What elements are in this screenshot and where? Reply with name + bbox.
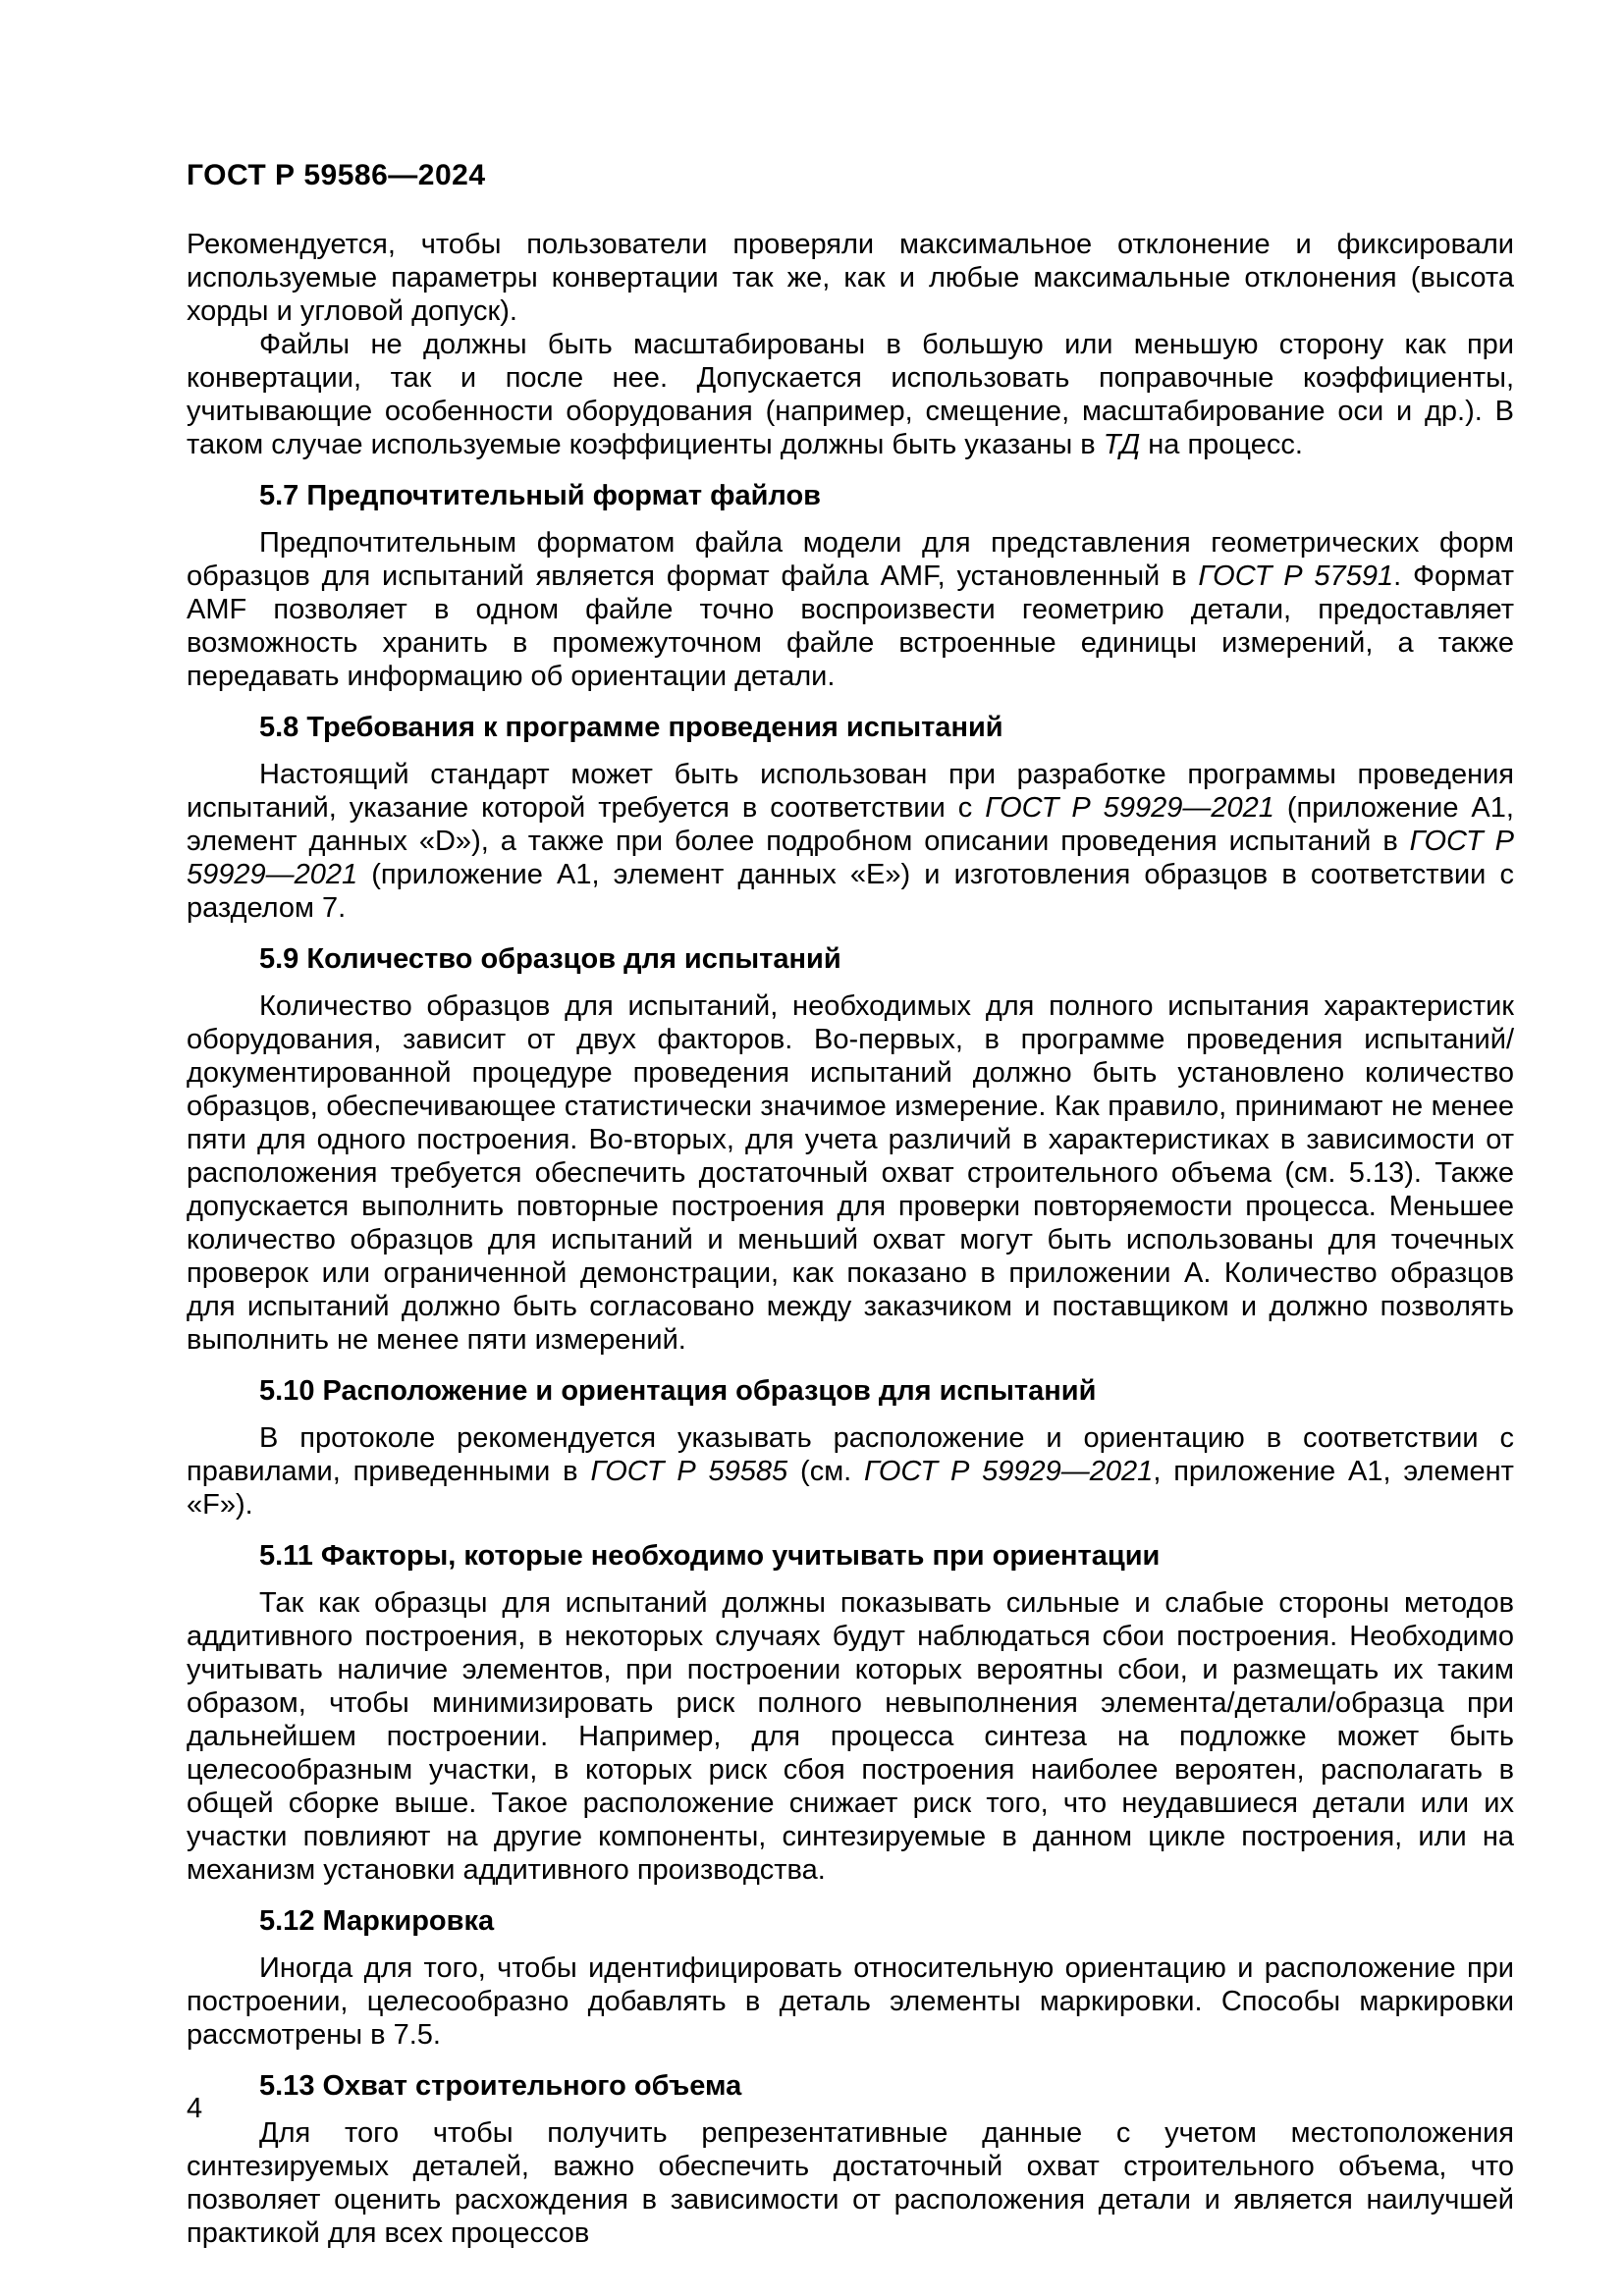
paragraph-text: Файлы не должны быть масштабированы в большую или меньшую сторону как при конвертации, так и после нее. Допускается использовать поправочные коэффициенты, учитывающие особенности оборудования (например, смещение, масштабирование оси и др.). В таком случае используемые коэффициенты должны быть указаны в: [187, 329, 1514, 460]
paragraph-text: . Формат AMF позволяет в одном файле точно воспроизвести геометрию детали, предоставляет возможность хранить в промежуточном файле встроенные единицы измерений, а также передавать информацию об ориентации детали.: [187, 561, 1514, 692]
italic-standard-ref: ГОСТ Р 59585: [590, 1456, 788, 1487]
paragraph-text: , приложение А1, элемент «F»).: [187, 1456, 1514, 1521]
heading-5-8: 5.8 Требования к программе проведения испытаний: [259, 712, 1003, 743]
running-header: [187, 159, 486, 192]
page-number: 4: [187, 2093, 203, 2124]
paragraph-text: (см.: [787, 1456, 865, 1487]
heading-5-11: 5.11 Факторы, которые необходимо учитывать при ориентации: [259, 1540, 1161, 1572]
heading-5-10: 5.10 Расположение и ориентация образцов для испытаний: [259, 1375, 1097, 1407]
paragraph-text: на процесс.: [1140, 429, 1303, 460]
paragraph-text: Так как образцы для испытаний должны показывать сильные и слабые стороны методов аддитивного построения, в некоторых случаях будут наблюдаться сбои построения. Необходимо учитывать наличие элементов, при построении которых вероятны сбои, и размещать их таким образом, чтобы минимизировать риск полного невыполнения элемента/детали/образца при дальнейшем построении. Например, для процесса синтеза на подложке может быть целесообразным участки, в которых риск сбоя построения наиболее вероятен, располагать в общей сборке выше. Такое расположение снижает риск того, что неудавшиеся детали или их участки повлияют на другие компоненты, синтезируемые в данном цикле построения, или на механизм установки аддитивного производства.: [187, 1587, 1514, 1886]
paragraph-5-8: [187, 758, 1514, 925]
italic-standard-ref: ГОСТ Р 57591: [1198, 561, 1394, 592]
heading-5-7: 5.7 Предпочтительный формат файлов: [259, 480, 821, 511]
paragraph-text: Рекомендуется, чтобы пользователи проверяли максимальное отклонение и фиксировали используемые параметры конвертации так же, как и любые максимальные отклонения (высота хорды и угловой допуск).: [187, 229, 1514, 327]
paragraph-text: В протоколе рекомендуется указывать расположение и ориентацию в соответствии с правилами, приведенными в: [187, 1422, 1514, 1487]
heading-5-9: 5.9 Количество образцов для испытаний: [259, 943, 841, 975]
paragraph-5-9: [187, 989, 1514, 1357]
paragraph-text: Количество образцов для испытаний, необходимых для полного испытания характеристик оборудования, зависит от двух факторов. Во-первых, в программе проведения испытаний/документированной процедуре проведения испытаний должно быть установлено количество образцов, обеспечивающее статистически значимое измерение. Как правило, принимают не менее пяти для одного построения. Во-вторых, для учета различий в характеристиках в зависимости от расположения требуется обеспечить достаточный охват строительного объема (см. 5.13). Также допускается выполнить повторные построения для проверки повторяемости процесса. Меньшее количество образцов для испытаний и меньший охват могут быть использованы для точечных проверок или ограниченной демонстрации, как показано в приложении А. Количество образцов для испытаний должно быть согласовано между заказчиком и поставщиком и должно позволять выполнить не менее пяти измерений.: [187, 990, 1514, 1356]
paragraph-text: Предпочтительным форматом файла модели для представления геометрических форм образцов для испытаний является формат файла AMF, установленный в: [187, 527, 1514, 592]
paragraph-text: (приложение А1, элемент данных «D»), а также при более подробном описании проведения испытаний в: [187, 792, 1514, 857]
paragraph-text: (приложение А1, элемент данных «Е») и изготовления образцов в соответствии с разделом 7.: [187, 859, 1514, 924]
paragraph-text: Настоящий стандарт может быть использован при разработке программы проведения испытаний, указание которой требуется в соответствии с: [187, 759, 1514, 824]
paragraph-5-13: [187, 2116, 1514, 2250]
paragraph-5-11: [187, 1586, 1514, 1887]
paragraph-5-12: [187, 1951, 1514, 2052]
paragraph-text: Иногда для того, чтобы идентифицировать относительную ориентацию и расположение при построении, целесообразно добавлять в деталь элементы маркировки. Способы маркировки рассмотрены в 7.5.: [187, 1952, 1514, 2051]
heading-5-12: 5.12 Маркировка: [259, 1905, 495, 1937]
italic-standard-ref: ГОСТ Р 59929—2021: [864, 1456, 1154, 1487]
page-content: [187, 228, 1514, 2250]
italic-standard-ref: ГОСТ Р 59929—2021: [985, 792, 1274, 824]
paragraph-5-7: [187, 526, 1514, 693]
italic-term-td: ТД: [1103, 429, 1141, 460]
italic-standard-ref: ГОСТ Р 59929—2021: [187, 826, 1514, 890]
paragraph-file-scaling: [187, 328, 1514, 461]
paragraph-5-10: [187, 1421, 1514, 1522]
paragraph-conversion-check: [187, 228, 1514, 328]
paragraph-text: Для того чтобы получить репрезентативные данные с учетом местоположения синтезируемых деталей, важно обеспечить достаточный охват строительного объема, что позволяет оценить расхождения в зависимости от расположения детали и является наилучшей практикой для всех процессов: [187, 2117, 1514, 2249]
document-code: ГОСТ Р 59586—2024: [187, 159, 486, 191]
heading-5-13: 5.13 Охват строительного объема: [259, 2070, 742, 2102]
